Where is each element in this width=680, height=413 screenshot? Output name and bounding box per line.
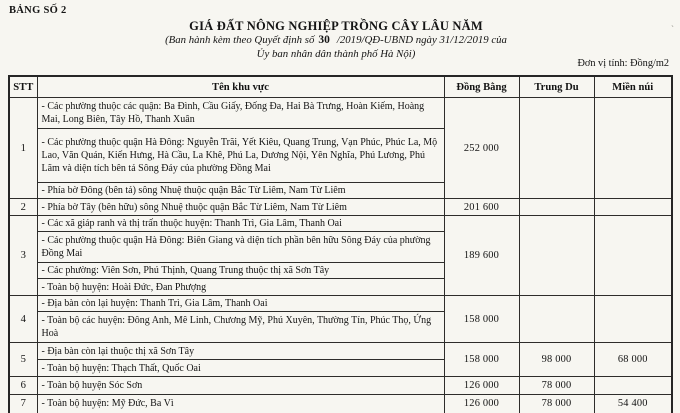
document-subtitle-line2: Ủy ban nhân dân thành phố Hà Nội) [256,48,416,60]
price-dong-bang: 126 000 [444,395,519,413]
price-trung-du: 98 000 [519,343,594,377]
land-price-table [8,75,673,413]
price-dong-bang: 158 000 [444,343,519,377]
price-trung-du [519,98,594,199]
price-dong-bang: 201 600 [444,199,519,216]
zone-cell: - Các phường: Viên Sơn, Phú Thịnh, Quang Trung thuộc thị xã Sơn Tây [37,263,444,279]
zone-cell: - Các phường thuộc các quận: Ba Đình, Cầu Giấy, Đống Đa, Hai Bà Trưng, Hoàn Kiếm, Hoàng Mai, Long Biên, Tây Hồ, Thanh Xuân [37,98,444,129]
zone-cell: - Các xã giáp ranh và thị trấn thuộc huyện: Thanh Trì, Gia Lâm, Thanh Oai [37,216,444,232]
price-trung-du [519,296,594,343]
row-number: 1 [9,98,37,199]
decision-number-handwritten: 30 [318,34,330,46]
zone-cell: - Các phường thuộc quận Hà Đông: Nguyễn Trãi, Yết Kiêu, Quang Trung, Vạn Phúc, Phúc La, Mộ Lao, Văn Quán, Kiến Hưng, Hà Cầu, La Khê, Phú La, Dương Nội, Yên Nghĩa, Phú Lương, Phú Lãm và diện tích bên tả Sông Đáy của phường Đồng Mai [37,129,444,183]
row-number: 3 [9,216,37,296]
row-number: 2 [9,199,37,216]
table-number-label: BẢNG SỐ 2 [9,5,67,16]
table-row [9,98,672,129]
subtitle-suffix: /2019/QĐ-UBND ngày 31/12/2019 của [336,34,507,46]
col-header-mien-nui: Miền núi [594,76,672,98]
price-dong-bang: 126 000 [444,377,519,395]
table-row [9,377,672,395]
row-number: 4 [9,296,37,343]
zone-cell: - Toàn bộ huyện: Thạch Thất, Quốc Oai [37,360,444,377]
price-trung-du: 78 000 [519,395,594,413]
document-subtitle-line1 [0,34,672,46]
scan-artifact-mark: ` [671,24,674,34]
col-header-dong-bang: Đồng Bằng [444,76,519,98]
col-header-stt: STT [9,76,37,98]
zone-cell: - Địa bàn còn lại thuộc thị xã Sơn Tây [37,343,444,360]
price-mien-nui [594,98,672,199]
price-mien-nui: 54 400 [594,395,672,413]
price-trung-du [519,199,594,216]
table-row [9,343,672,360]
price-mien-nui [594,216,672,296]
zone-cell: - Phía bờ Đông (bên tả) sông Nhuệ thuộc quận Bắc Từ Liêm, Nam Từ Liêm [37,183,444,199]
unit-of-measure-label: Đơn vị tính: Đồng/m2 [577,58,669,69]
zone-cell: - Toàn bộ huyện: Mỹ Đức, Ba Vì [37,395,444,413]
zone-cell: - Toàn bộ các huyện: Đông Anh, Mê Linh, Chương Mỹ, Phú Xuyên, Thường Tín, Phúc Thọ, Ứng Hoà [37,312,444,343]
row-number: 5 [9,343,37,377]
table-row [9,216,672,232]
table-row [9,296,672,312]
table-row [9,395,672,413]
col-header-trung-du: Trung Du [519,76,594,98]
price-mien-nui: 68 000 [594,343,672,377]
zone-cell: - Toàn bộ huyện Sóc Sơn [37,377,444,395]
price-dong-bang: 252 000 [444,98,519,199]
price-mien-nui [594,377,672,395]
zone-cell: - Toàn bộ huyện: Hoài Đức, Đan Phượng [37,279,444,296]
table-row [9,199,672,216]
zone-cell: - Các phường thuộc quận Hà Đông: Biên Giang và diện tích phần bên hữu Sông Đáy của phường Đồng Mai [37,232,444,263]
price-mien-nui [594,199,672,216]
subtitle-prefix: (Ban hành kèm theo Quyết định số [165,34,315,46]
zone-cell: - Phía bờ Tây (bên hữu) sông Nhuệ thuộc quận Bắc Từ Liêm, Nam Từ Liêm [37,199,444,216]
price-trung-du [519,216,594,296]
zone-cell: - Địa bàn còn lại huyện: Thanh Trì, Gia Lâm, Thanh Oai [37,296,444,312]
row-number: 7 [9,395,37,413]
row-number: 6 [9,377,37,395]
price-dong-bang: 189 600 [444,216,519,296]
price-dong-bang: 158 000 [444,296,519,343]
price-mien-nui [594,296,672,343]
col-header-zone: Tên khu vực [37,76,444,98]
document-title: GIÁ ĐẤT NÔNG NGHIỆP TRỒNG CÂY LÂU NĂM [189,19,483,33]
table-header-row [9,76,672,98]
price-trung-du: 78 000 [519,377,594,395]
